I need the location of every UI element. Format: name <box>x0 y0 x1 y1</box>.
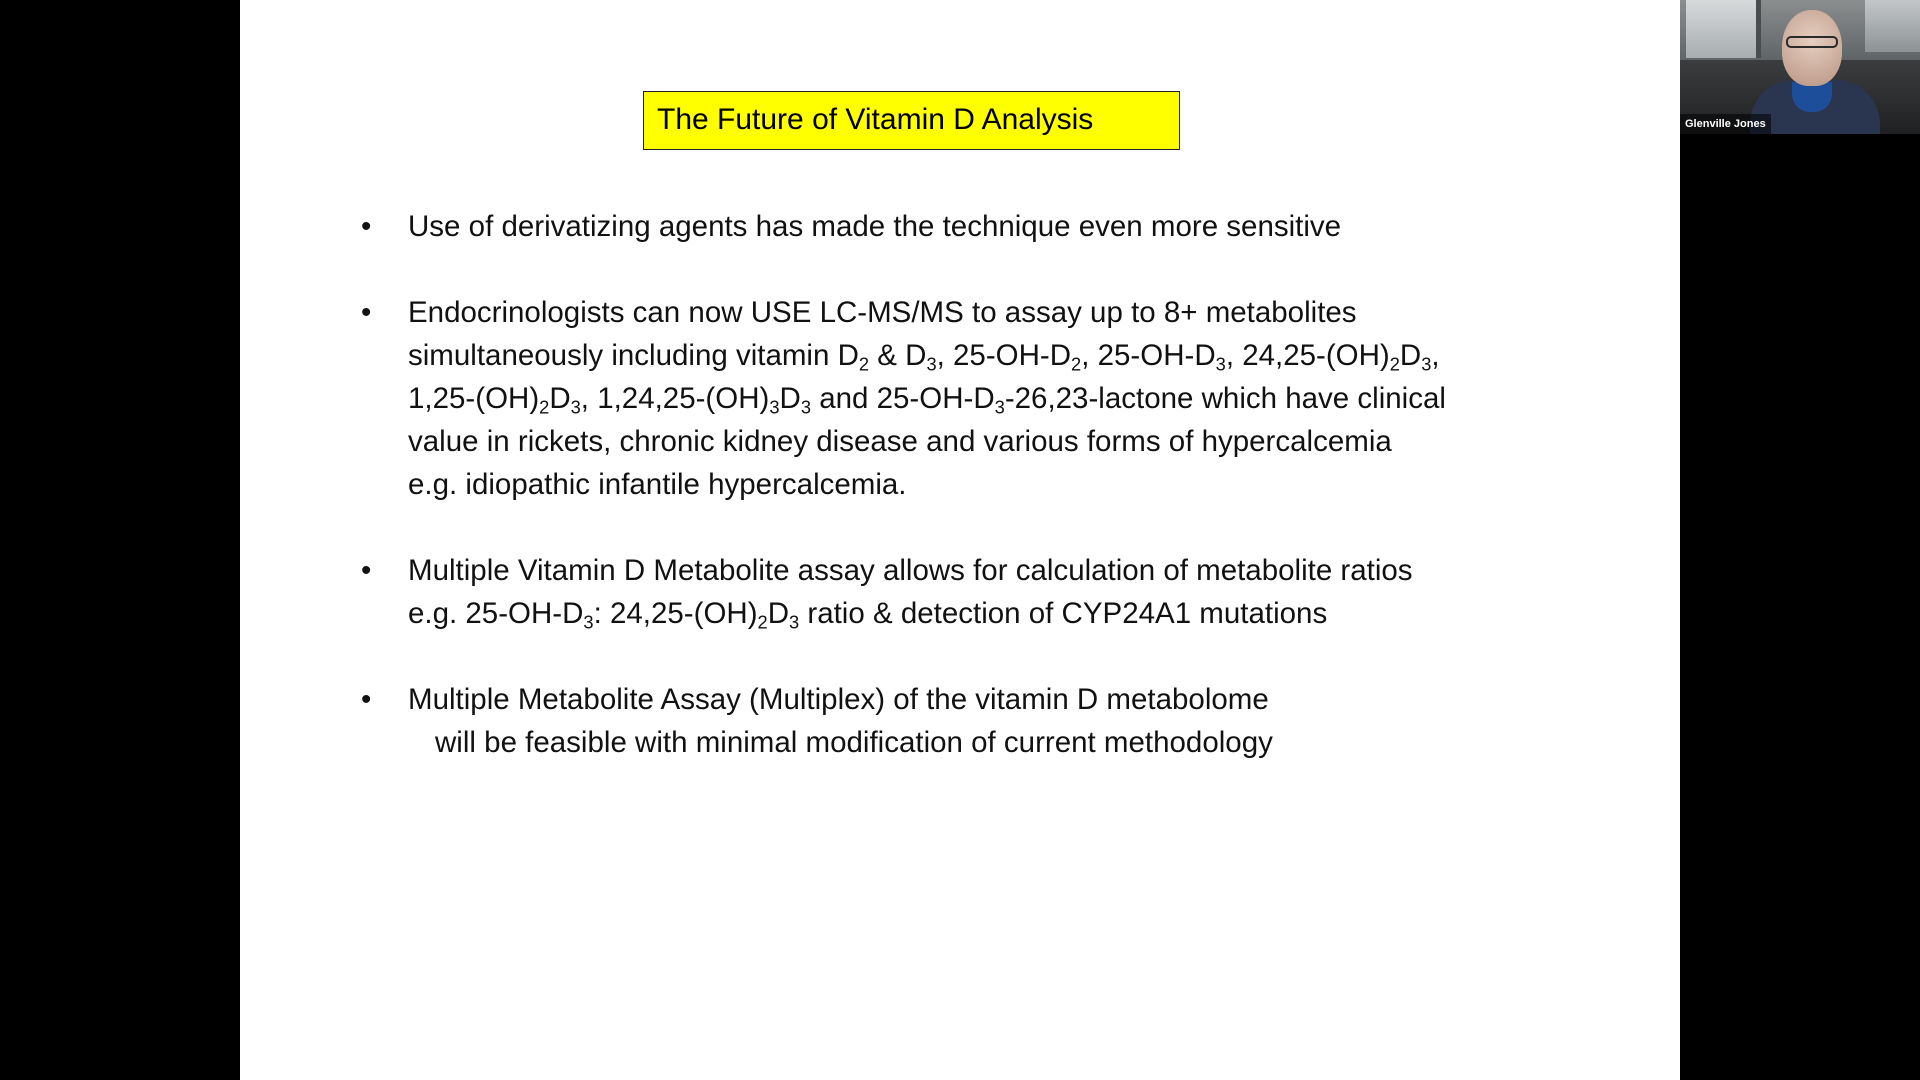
participant-glasses <box>1786 36 1838 48</box>
bullet-item <box>361 678 1601 764</box>
bullet-line: Multiple Metabolite Assay (Multiplex) of the vitamin D metabolome <box>408 683 1269 716</box>
participant-video-tile[interactable] <box>1680 0 1920 134</box>
bullet-item <box>361 291 1601 506</box>
bullet-line: will be feasible with minimal modification of current methodology <box>435 726 1273 759</box>
participant-face <box>1782 10 1842 86</box>
bullet-dot-icon: • <box>361 683 372 716</box>
bullet-item <box>361 205 1601 248</box>
bullet-line: simultaneously including vitamin $D_2$ & $D_3$, $25-OH-D_2$, $25-OH-D_3$, $24,25-(OH)_2D_3$, <box>408 339 1440 375</box>
bullet-dot-icon: • <box>361 210 372 243</box>
presentation-slide <box>240 0 1680 1080</box>
bullet-line: value in rickets, chronic kidney disease and various forms of hypercalcemia <box>408 425 1392 458</box>
bullet-line: Multiple Vitamin D Metabolite assay allows for calculation of metabolite ratios <box>408 554 1413 587</box>
video-window <box>1865 0 1920 52</box>
bullet-line: Use of derivatizing agents has made the technique even more sensitive <box>408 210 1342 243</box>
bullet-list <box>361 205 1601 807</box>
bullet-item <box>361 549 1601 635</box>
bullet-line: e.g. $25-OH-D_3$: $24,25-(OH)_2D_3$ ratio & detection of CYP24A1 mutations <box>408 597 1328 633</box>
participant-name-label: Glenville Jones <box>1680 114 1771 134</box>
bullet-dot-icon: • <box>361 554 372 587</box>
video-window <box>1686 0 1761 58</box>
bullet-line: $1,25-(OH)_2D_3$, $1,24,25-(OH)_3D_3$ and $25-OH-D_3-26,23$-lactone which have clinical <box>408 382 1446 418</box>
slide-title: The Future of Vitamin D Analysis <box>643 91 1180 150</box>
bullet-line: Endocrinologists can now USE LC-MS/MS to assay up to 8+ metabolites <box>408 296 1357 329</box>
bullet-dot-icon: • <box>361 296 372 329</box>
bullet-line: e.g. idiopathic infantile hypercalcemia. <box>408 468 907 501</box>
